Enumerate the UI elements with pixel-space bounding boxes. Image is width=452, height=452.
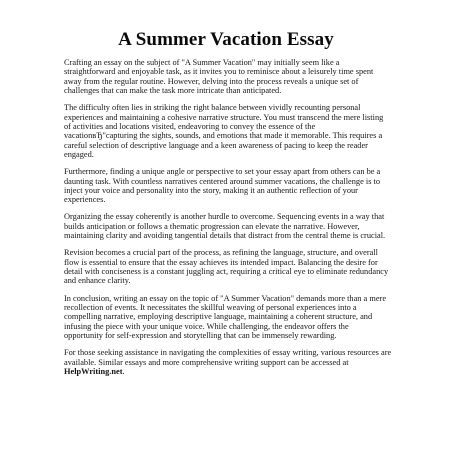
text-line: infusing the piece with your unique voice. While challenging, the endeavor offers the [64, 321, 349, 331]
text-line: Furthermore, finding a unique angle or perspective to set your essay apart from others can be a [64, 167, 381, 177]
paragraph-resources [64, 348, 399, 376]
text-line: straightforward and enjoyable task, as it invites you to reminisce about a leisurely time spent [64, 67, 374, 77]
link-line [64, 367, 399, 376]
text-line: experiences and maintaining a cohesive narrative structure. You must transcend the mere listing [64, 112, 384, 122]
link-period: . [122, 366, 125, 376]
text-line: For those seeking assistance in navigating the complexities of essay writing, various resources are [64, 348, 392, 358]
text-line: experiences. [64, 195, 106, 205]
text-line: recollection of events. It necessitates the skillful weaving of personal experiences into a [64, 303, 357, 313]
text-line: engaged. [64, 149, 94, 159]
text-line: away from the regular routine. However, delving into the process reveals a unique set of [64, 76, 359, 86]
text-line: maintaining clarity and avoiding tangential details that distract from the central theme is crucial. [64, 231, 386, 241]
text-line: builds anticipation or follows a thematic progression can elevate the narrative. However, [64, 221, 360, 231]
text-line: Crafting an essay on the subject of "A Summer Vacation" may initially seem like a [64, 58, 340, 67]
document-body [64, 58, 399, 384]
paragraph-revision [64, 248, 399, 285]
text-line: challenges that can make the task more intricate than anticipated. [64, 86, 282, 96]
text-line: Organizing the essay coherently is another hurdle to overcome. Sequencing events in a way that [64, 212, 385, 222]
text-line: flow is essential to ensure that the essay achieves its intended impact. Balancing the desire for [64, 257, 378, 267]
text-line: inject your voice and personality into the story, making it an authentic reflection of your [64, 185, 358, 195]
text-line: detail with conciseness is a constant juggling act, requiring a critical eye to eliminate redundancy [64, 267, 389, 277]
paragraph-intro [64, 58, 399, 95]
text-line: careful selection of descriptive language and a keen awareness of pacing to keep the reader [64, 140, 368, 150]
text-line: available. Similar essays and more comprehensive writing support can be accessed at [64, 357, 349, 367]
text-line: The difficulty often lies in striking the right balance between vividly recounting personal [64, 103, 361, 113]
text-line: daunting task. With countless narratives centered around summer vacations, the challenge is to [64, 176, 381, 186]
paragraph-unique-angle [64, 167, 399, 204]
paragraph-conclusion [64, 294, 399, 341]
text-line: of activities and locations visited, endeavoring to convey the essence of the [64, 121, 316, 131]
text-line: In conclusion, writing an essay on the topic of "A Summer Vacation" demands more than a mere [64, 293, 387, 303]
text-line: vacationвЂ"capturing the sights, sounds, and emotions that made it memorable. This requires a [64, 131, 383, 141]
paragraph-difficulty [64, 103, 399, 159]
text-line: Revision becomes a crucial part of the process, as refining the language, structure, and overall [64, 248, 378, 258]
document-title: A Summer Vacation Essay [118, 29, 334, 50]
text-line: and enhance clarity. [64, 276, 131, 286]
helpwriting-link[interactable]: HelpWriting.net [64, 366, 123, 376]
paragraph-organizing [64, 212, 399, 240]
text-line: compelling narrative, employing descriptive language, maintaining a coherent structure, and [64, 312, 373, 322]
text-line: opportunity for self-expression and storytelling that can be immensely rewarding. [64, 331, 337, 341]
